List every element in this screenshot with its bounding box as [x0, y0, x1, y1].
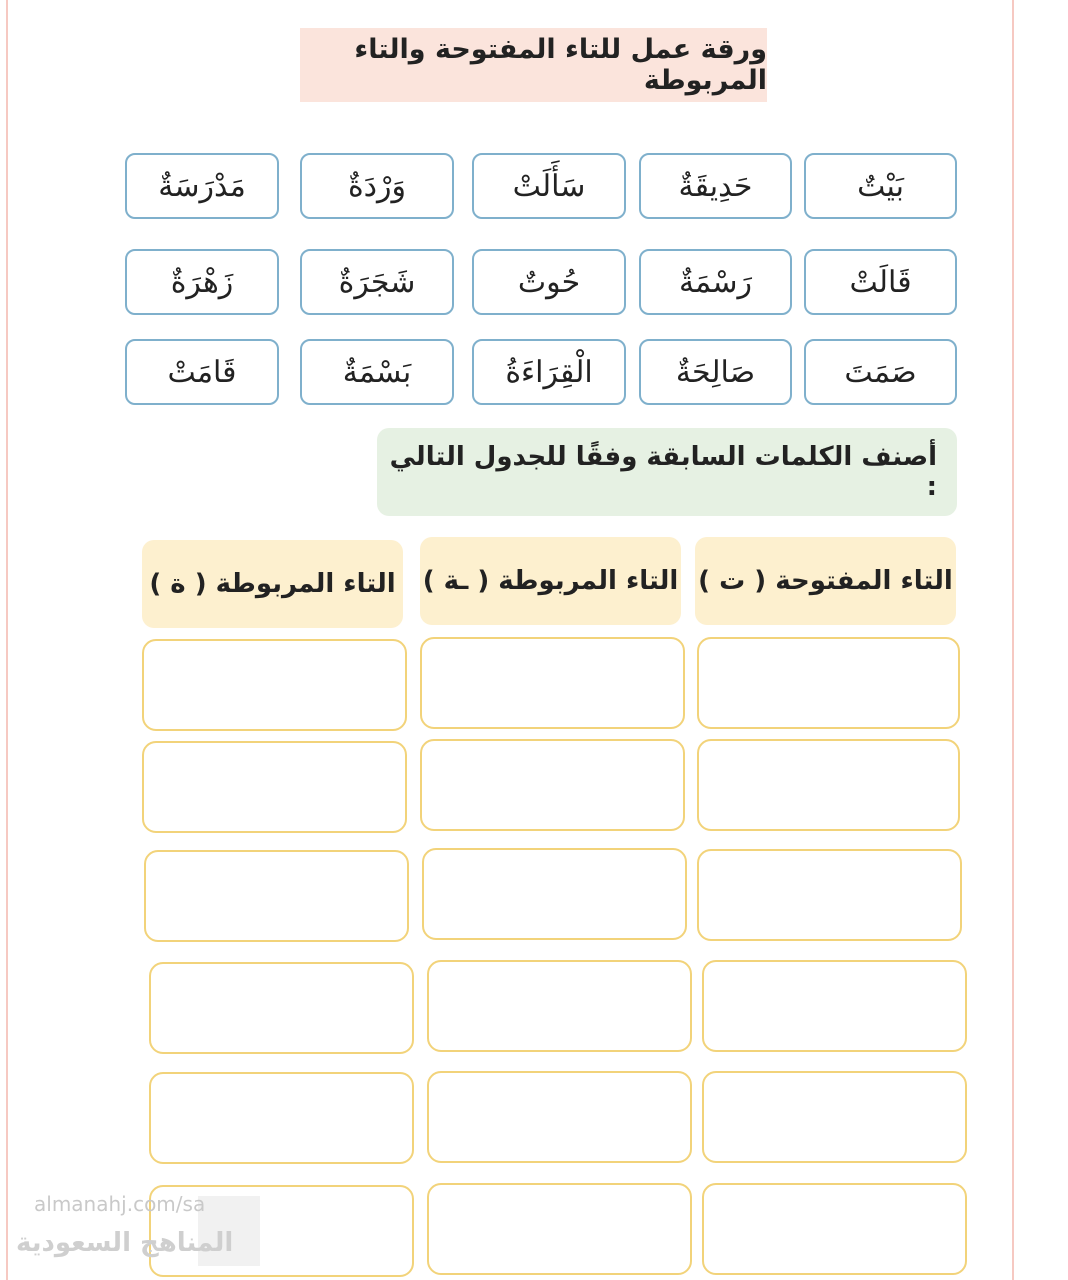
word-card: بَسْمَةٌ — [300, 339, 454, 405]
page-border-left — [6, 0, 8, 1280]
word-card: صَالِحَةٌ — [639, 339, 792, 405]
answer-cell[interactable] — [142, 639, 407, 731]
word-card: وَرْدَةٌ — [300, 153, 454, 219]
instruction-text: أصنف الكلمات السابقة وفقًا للجدول التالي : — [377, 428, 957, 516]
word-card: بَيْتٌ — [804, 153, 957, 219]
worksheet-title: ورقة عمل للتاء المفتوحة والتاء المربوطة — [300, 28, 767, 102]
column-header-tied-taa: التاء المربوطة ( ة ) — [142, 540, 403, 628]
answer-cell[interactable] — [702, 1071, 967, 1163]
answer-cell[interactable] — [422, 848, 687, 940]
answer-cell[interactable] — [420, 637, 685, 729]
answer-cell[interactable] — [144, 850, 409, 942]
word-card: الْقِرَاءَةُ — [472, 339, 626, 405]
word-card: قَالَتْ — [804, 249, 957, 315]
answer-cell[interactable] — [149, 962, 414, 1054]
answer-cell[interactable] — [697, 849, 962, 941]
page-border-right — [1012, 0, 1014, 1280]
answer-cell[interactable] — [697, 637, 960, 729]
word-card: قَامَتْ — [125, 339, 279, 405]
column-header-open-taa: التاء المفتوحة ( ت ) — [695, 537, 956, 625]
answer-cell[interactable] — [427, 1071, 692, 1163]
answer-cell[interactable] — [149, 1072, 414, 1164]
word-card: صَمَتَ — [804, 339, 957, 405]
answer-cell[interactable] — [142, 741, 407, 833]
answer-cell[interactable] — [420, 739, 685, 831]
answer-cell[interactable] — [702, 1183, 967, 1275]
word-card: حُوتٌ — [472, 249, 626, 315]
answer-cell[interactable] — [697, 739, 960, 831]
watermark-name: المناهج السعودية — [16, 1228, 234, 1258]
answer-cell[interactable] — [427, 960, 692, 1052]
word-card: زَهْرَةٌ — [125, 249, 279, 315]
word-card: شَجَرَةٌ — [300, 249, 454, 315]
word-card: مَدْرَسَةٌ — [125, 153, 279, 219]
answer-cell[interactable] — [427, 1183, 692, 1275]
answer-cell[interactable] — [702, 960, 967, 1052]
word-card: سَأَلَتْ — [472, 153, 626, 219]
column-header-tied-taa-connected: التاء المربوطة ( ـة ) — [420, 537, 681, 625]
word-card: حَدِيقَةٌ — [639, 153, 792, 219]
word-card: رَسْمَةٌ — [639, 249, 792, 315]
watermark-url: almanahj.com/sa — [34, 1192, 206, 1216]
